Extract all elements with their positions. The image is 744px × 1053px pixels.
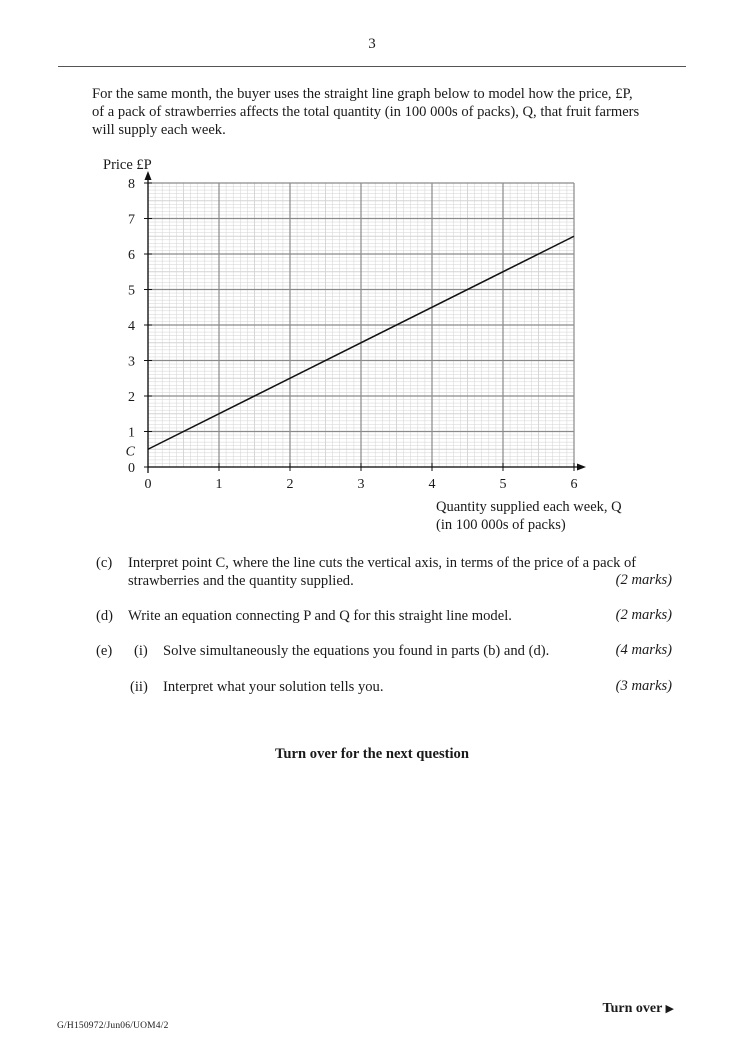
x-axis-title-line: (in 100 000s of packs): [436, 517, 566, 533]
x-tick-label: 3: [357, 477, 365, 492]
question-e-label: (e): [96, 643, 113, 659]
y-tick-label: 7: [128, 212, 135, 228]
graph-grid: [148, 183, 574, 467]
y-tick-label: 0: [128, 461, 135, 476]
x-tick-label: 2: [286, 477, 294, 492]
y-tick-label: 2: [128, 390, 135, 405]
question-d-marks: (2 marks): [615, 607, 672, 623]
page-number: 3: [368, 36, 376, 52]
intro-line-3: will supply each week.: [92, 122, 226, 138]
y-tick-label: 8: [128, 177, 135, 192]
question-e-ii-text: Interpret what your solution tells you.: [163, 679, 384, 695]
header-rule: [58, 66, 686, 67]
intro-line-2: of a pack of strawberries affects the total quantity (in 100 000s of packs), Q, that fruit farmers: [92, 104, 640, 120]
y-axis-title: Price £P: [103, 157, 152, 173]
question-d-text: Write an equation connecting P and Q for this straight line model.: [128, 608, 512, 624]
turn-over-label: Turn over: [602, 1001, 663, 1016]
y-tick-label: 3: [128, 354, 135, 370]
right-arrow-icon: ▶: [665, 1003, 674, 1015]
x-tick-label: 4: [428, 477, 436, 492]
question-c-line-1: Interpret point C, where the line cuts the vertical axis, in terms of the price of a pack of: [128, 555, 637, 571]
x-tick-label: 6: [570, 477, 578, 492]
price-quantity-graph: [90, 150, 650, 540]
turn-over-next-question: Turn over for the next question: [275, 746, 469, 762]
point-c-label: C: [125, 444, 135, 460]
question-e-ii-marks: (3 marks): [615, 678, 672, 694]
intro-line-1: For the same month, the buyer uses the straight line graph below to model how the price, £P,: [92, 86, 633, 102]
x-tick-label: 5: [499, 477, 507, 492]
question-e-i-label: (i): [134, 643, 148, 659]
y-tick-label: 5: [128, 283, 135, 299]
y-tick-label: 1: [128, 425, 135, 441]
question-e-i-text: Solve simultaneously the equations you found in parts (b) and (d).: [163, 643, 550, 659]
question-c-marks: (2 marks): [615, 572, 672, 588]
y-tick-label: 4: [128, 319, 135, 334]
question-d-label: (d): [96, 608, 114, 624]
question-c-line-2: strawberries and the quantity supplied.: [128, 573, 354, 589]
question-e-ii-label: (ii): [130, 679, 148, 695]
x-tick-label: 1: [215, 477, 223, 492]
question-c-label: (c): [96, 555, 113, 571]
question-e-i-marks: (4 marks): [615, 642, 672, 658]
x-axis-title-line: Quantity supplied each week, Q: [436, 499, 622, 515]
x-axis-arrow-icon: [577, 464, 586, 471]
x-tick-label: 0: [144, 477, 152, 492]
turn-over: [603, 1001, 674, 1017]
footer-code: G/H150972/Jun06/UOM4/2: [57, 1021, 169, 1031]
intro-paragraph: [92, 85, 682, 139]
y-tick-label: 6: [128, 248, 135, 263]
